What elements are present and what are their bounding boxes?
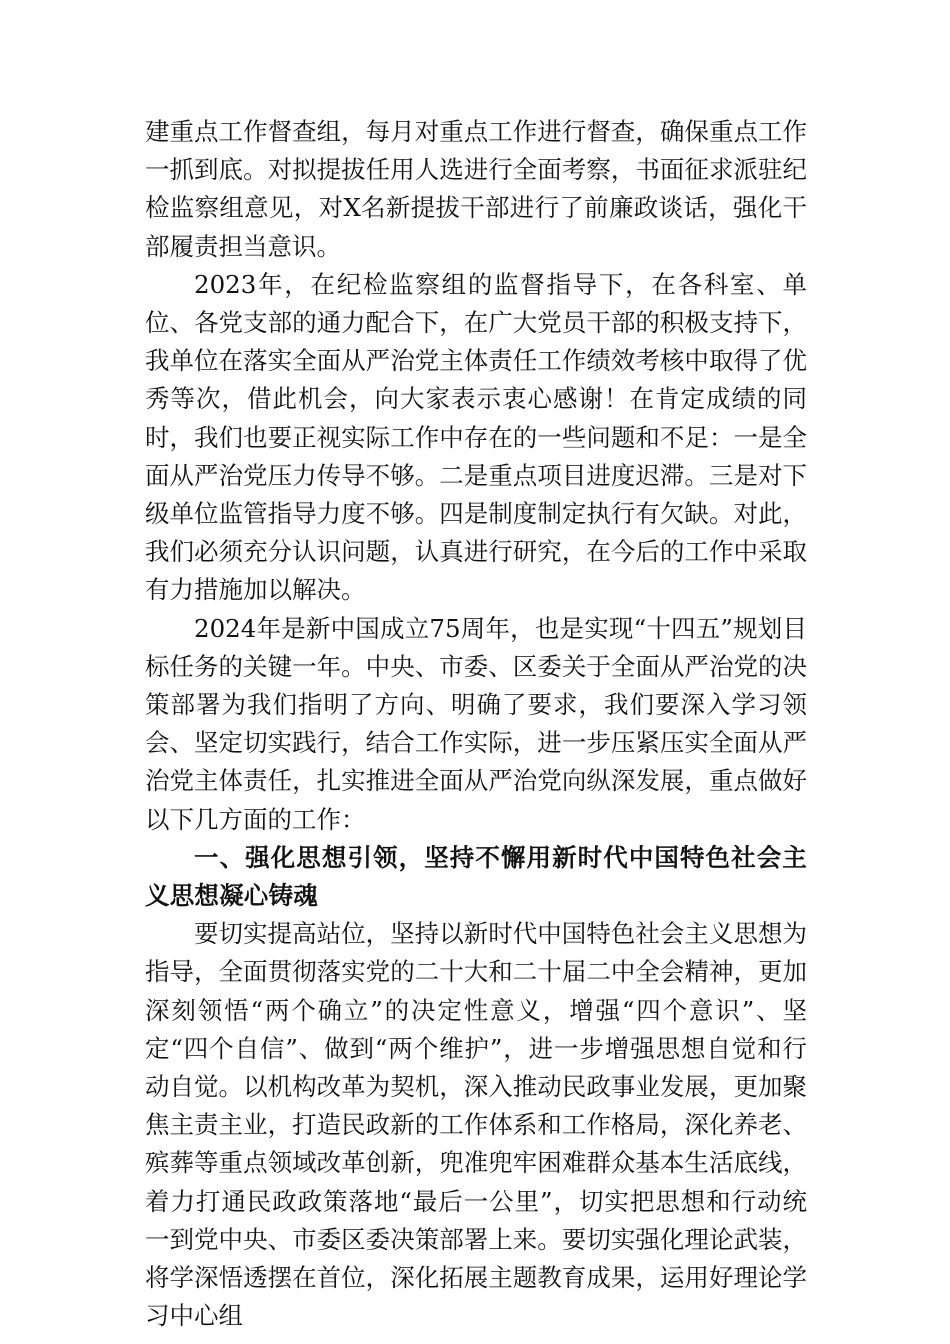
section-heading-one: 一、强化思想引领，坚持不懈用新时代中国特色社会主义思想凝心铸魂 [145,842,807,911]
paragraph-continuation: 建重点工作督查组，每月对重点工作进行督查，确保重点工作一抓到底。对拟提拔任用人选进行全面考察，书面征求派驻纪检监察组意见，对X名新提拔干部进行了前廉政谈话，强化干部履责担当意识。 [145,117,807,261]
paragraph-ideological-guidance: 要切实提高站位，坚持以新时代中国特色社会主义思想为指导，全面贯彻落实党的二十大和二十届二中全会精神，更加深刻领悟“两个确立”的决定性意义，增强“四个意识”、坚定“四个自信”、做到“两个维护”，进一步增强思想自觉和行动自觉。以机构改革为契机，深入推动民政事业发展，更加聚焦主责主业，打造民政新的工作体系和工作格局，深化养老、殡葬等重点领域改革创新，兜准兜牢困难群众基本生活底线，着力打通民政政策落地“最后一公里”，切实把思想和行动统一到党中央、市委区委决策部署上来。要切实强化理论武装，将学深悟透摆在首位，深化拓展主题教育成果，运用好理论学习中心组 [145,919,807,1331]
paragraph-2024-outlook: 2024年是新中国成立75周年，也是实现“十四五”规划目标任务的关键一年。中央、市委、区委关于全面从严治党的决策部署为我们指明了方向、明确了要求，我们要深入学习领会、坚定切实践行，结合工作实际，进一步压紧压实全面从严治党主体责任，扎实推进全面从严治党向纵深发展，重点做好以下几方面的工作： [145,613,807,834]
document-body [145,113,807,1336]
paragraph-2023-review: 2023年，在纪检监察组的监督指导下，在各科室、单位、各党支部的通力配合下，在广大党员干部的积极支持下，我单位在落实全面从严治党主体责任工作绩效考核中取得了优秀等次，借此机会，向大家表示衷心感谢！在肯定成绩的同时，我们也要正视实际工作中存在的一些问题和不足：一是全面从严治党压力传导不够。二是重点项目进度迟滞。三是对下级单位监管指导力度不够。四是制度制定执行有欠缺。对此，我们必须充分认识问题，认真进行研究，在今后的工作中采取有力措施加以解决。 [145,269,807,605]
